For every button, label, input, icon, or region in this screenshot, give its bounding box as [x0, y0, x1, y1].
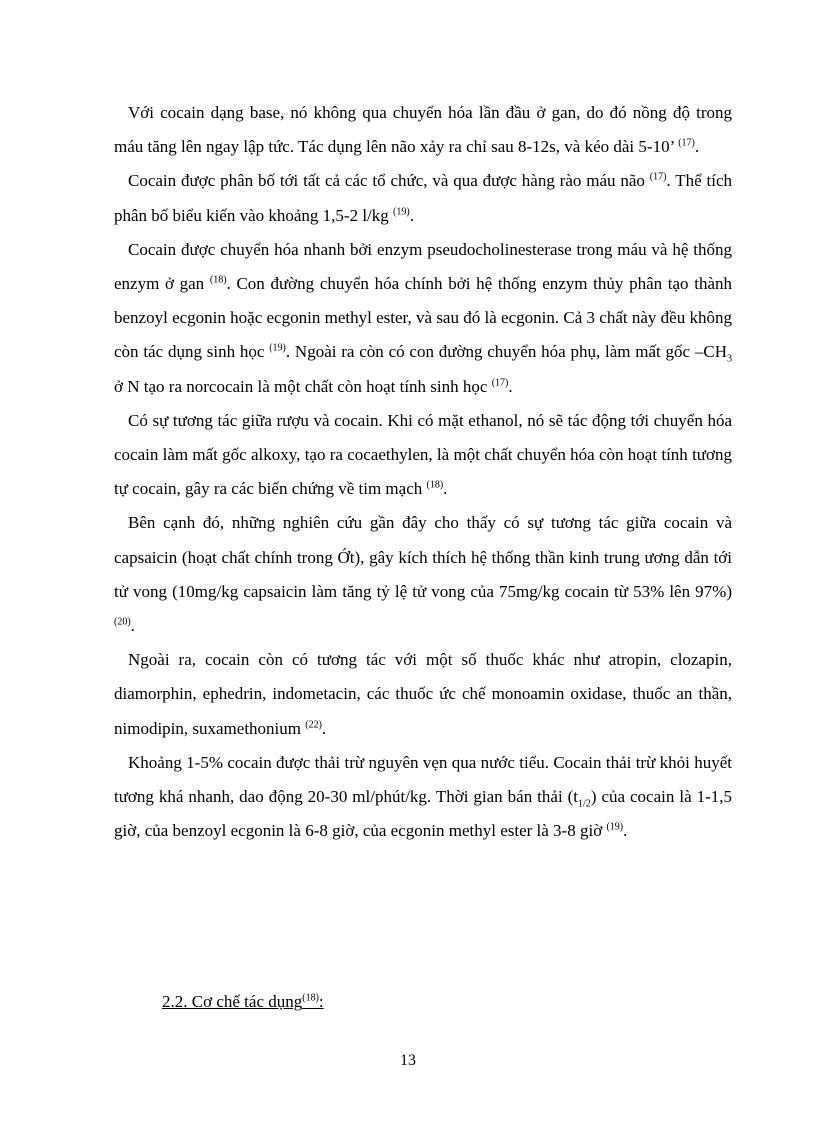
paragraph — [114, 506, 732, 643]
section-heading-citation: (18) — [302, 992, 319, 1004]
section-heading-suffix: : — [318, 992, 324, 1011]
paragraph-text: Khoảng 1-5% cocain được thải trừ nguyên vẹn qua nước tiểu. Cocain thải trừ khỏi huyết tương khá nhanh, dao động 20-30 ml/phút/kg. Thời gian bán thải (t — [114, 752, 732, 807]
paragraph-text: . — [694, 137, 700, 157]
citation-superscript: (20) — [114, 616, 131, 628]
subscript: 3 — [727, 353, 733, 365]
paragraph — [114, 404, 732, 507]
paragraph-text: . Ngoài ra còn có con đường chuyển hóa phụ, làm mất gốc –CH — [285, 342, 728, 362]
paragraph-text: . — [409, 205, 414, 225]
paragraph — [114, 746, 732, 849]
paragraph-text: Bên cạnh đó, những nghiên cứu gần đây cho thấy có sự tương tác giữa cocain và capsaicin (hoạt chất chính trong Ớt), gây kích thích hệ thống thần kinh trung ương dẫn tới tử vong (10mg/kg capsaicin làm tăng tỷ lệ tử vong của 75mg/kg cocain từ 53% lên 97%) — [114, 513, 732, 601]
citation-superscript: (22) — [305, 719, 322, 730]
paragraph-text: Có sự tương tác giữa rượu và cocain. Khi có mặt ethanol, nó sẽ tác động tới chuyển hóa cocain làm mất gốc alkoxy, tạo ra cocaethylen, là một chất chuyển hóa còn hoạt tính tương tự cocain, gây ra các biến chứng về tim mạch — [114, 410, 732, 499]
paragraph-text: Cocain được phân bố tới tất cả các tổ chức, và qua được hàng rào máu não — [128, 171, 650, 191]
paragraph-text: . Thể tích phân bố biểu kiến vào khoảng 1,5-2 l/kg — [114, 171, 732, 225]
document-body — [114, 96, 732, 848]
citation-superscript: (19) — [269, 342, 286, 354]
paragraph-text: . — [508, 376, 513, 396]
paragraph-text: Ngoài ra, cocain còn có tương tác với một số thuốc khác như atropin, clozapin, diamorphin, ephedrin, indometacin, các thuốc ức chế monoamin oxidase, thuốc an thần, nimodipin, suxamethonium — [114, 650, 732, 738]
citation-superscript: (18) — [426, 479, 444, 491]
paragraph-text: . — [443, 479, 448, 499]
paragraph — [114, 233, 732, 404]
citation-superscript: (17) — [678, 137, 695, 149]
section-heading — [162, 992, 324, 1012]
paragraph-text: . — [130, 616, 135, 636]
citation-superscript: (19) — [606, 821, 624, 833]
citation-superscript: (19) — [393, 205, 410, 217]
paragraph — [114, 643, 732, 746]
paragraph-text: . — [321, 718, 327, 738]
paragraph-text: Với cocain dạng base, nó không qua chuyển hóa lần đầu ở gan, do đó nồng độ trong máu tăng lên ngay lập tức. Tác dụng lên não xảy ra chỉ sau 8-12s, và kéo dài 5-10’ — [114, 103, 732, 157]
citation-superscript: (18) — [209, 274, 227, 286]
paragraph-text: . Con đường chuyển hóa chính bởi hệ thống enzym thủy phân tạo thành benzoyl ecgonin hoặc ecgonin methyl ester, và sau đó là ecgonin. Cả 3 chất này đều không còn tác dụng sinh học — [114, 274, 732, 362]
citation-superscript: (17) — [491, 376, 509, 388]
paragraph-text: ở N tạo ra norcocain là một chất còn hoạt tính sinh học — [114, 376, 492, 396]
page-number: 13 — [400, 1052, 416, 1069]
paragraph-text: ) của cocain là 1-1,5 giờ, của benzoyl ecgonin là 6-8 giờ, của ecgonin methyl ester là 3-8 giờ — [114, 787, 732, 841]
paragraph — [114, 164, 732, 232]
paragraph — [114, 96, 732, 164]
subscript: 1/2 — [578, 798, 591, 810]
section-heading-text: 2.2. Cơ chế tác dụng — [162, 992, 303, 1011]
citation-superscript: (17) — [649, 171, 667, 183]
paragraph-text: Cocain được chuyển hóa nhanh bởi enzym pseudocholinesterase trong máu và hệ thống enzym ở gan — [114, 239, 732, 294]
paragraph-text: . — [623, 821, 628, 841]
